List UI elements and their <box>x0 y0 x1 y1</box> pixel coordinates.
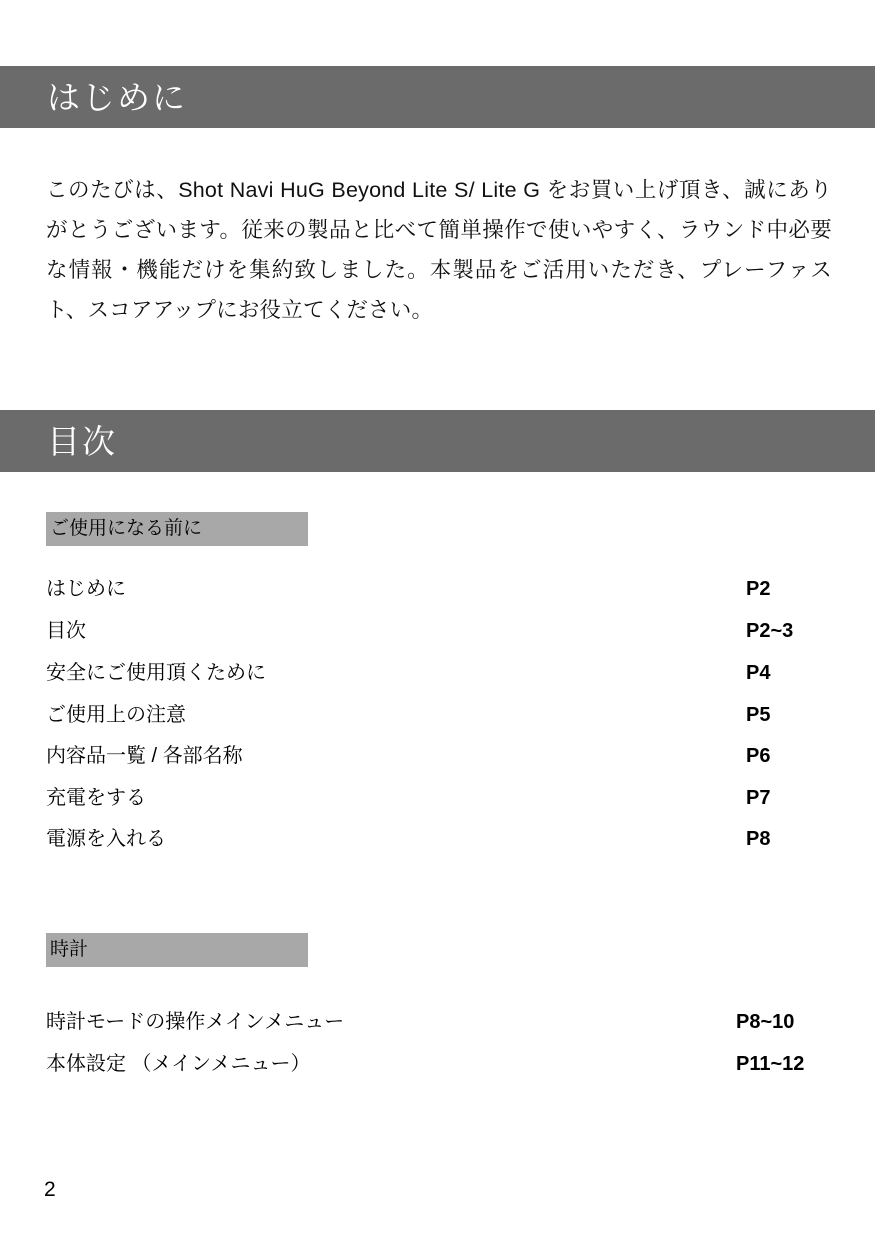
section-header-intro <box>0 66 875 128</box>
toc-entry-label: はじめに <box>46 578 126 600</box>
toc-entry-label: 電源を入れる <box>46 828 166 850</box>
toc-entry[interactable] <box>46 822 836 851</box>
toc-entry[interactable] <box>46 572 836 601</box>
toc-entry-label: 安全にご使用頂くために <box>46 662 266 684</box>
toc-entry-page: P4 <box>746 662 771 684</box>
toc-entry[interactable] <box>46 698 836 727</box>
toc-group-heading-before-use: ご使用になる前に <box>46 512 308 546</box>
page-number: 2 <box>44 1178 56 1201</box>
toc-entry-page: P8 <box>746 828 771 850</box>
toc-entry-label: 充電をする <box>46 787 146 809</box>
toc-entry-page: P7 <box>746 787 771 809</box>
toc-group-heading-watch: 時計 <box>46 933 308 967</box>
toc-entry-page: P11~12 <box>736 1053 805 1075</box>
toc-entry[interactable] <box>46 781 836 810</box>
toc-entry-page: P5 <box>746 704 771 726</box>
toc-entry[interactable] <box>46 614 836 643</box>
toc-entry[interactable] <box>46 739 836 768</box>
toc-entry-page: P2 <box>746 578 771 600</box>
toc-entry-label: 目次 <box>46 620 86 642</box>
section-header-toc <box>0 410 875 472</box>
toc-entry-label: 内容品一覧 / 各部名称 <box>46 745 243 767</box>
section-title-toc: 目次 <box>47 422 117 460</box>
toc-entry-label: 時計モードの操作メインメニュー <box>46 1011 345 1033</box>
toc-entry-label: 本体設定 （メインメニュー） <box>46 1053 311 1075</box>
toc-entry[interactable] <box>46 656 836 685</box>
toc-entry[interactable] <box>46 1047 836 1076</box>
toc-entry-label: ご使用上の注意 <box>46 704 186 726</box>
toc-entry-page: P8~10 <box>736 1011 795 1033</box>
toc-entry[interactable] <box>46 1005 836 1034</box>
toc-entry-page: P6 <box>746 745 771 767</box>
section-title-intro: はじめに <box>47 78 187 116</box>
intro-paragraph: このたびは、Shot Navi HuG Beyond Lite S/ Lite G をお買い上げ頂き、誠にありがとうございます。従来の製品と比べて簡単操作で使いやすく、ラウンド中必要な情報・機能だけを集約致しました。本製品をご活用いただき、プレーファスト、スコアアップにお役立てください。 <box>46 177 832 322</box>
toc-entry-page: P2~3 <box>746 620 794 642</box>
